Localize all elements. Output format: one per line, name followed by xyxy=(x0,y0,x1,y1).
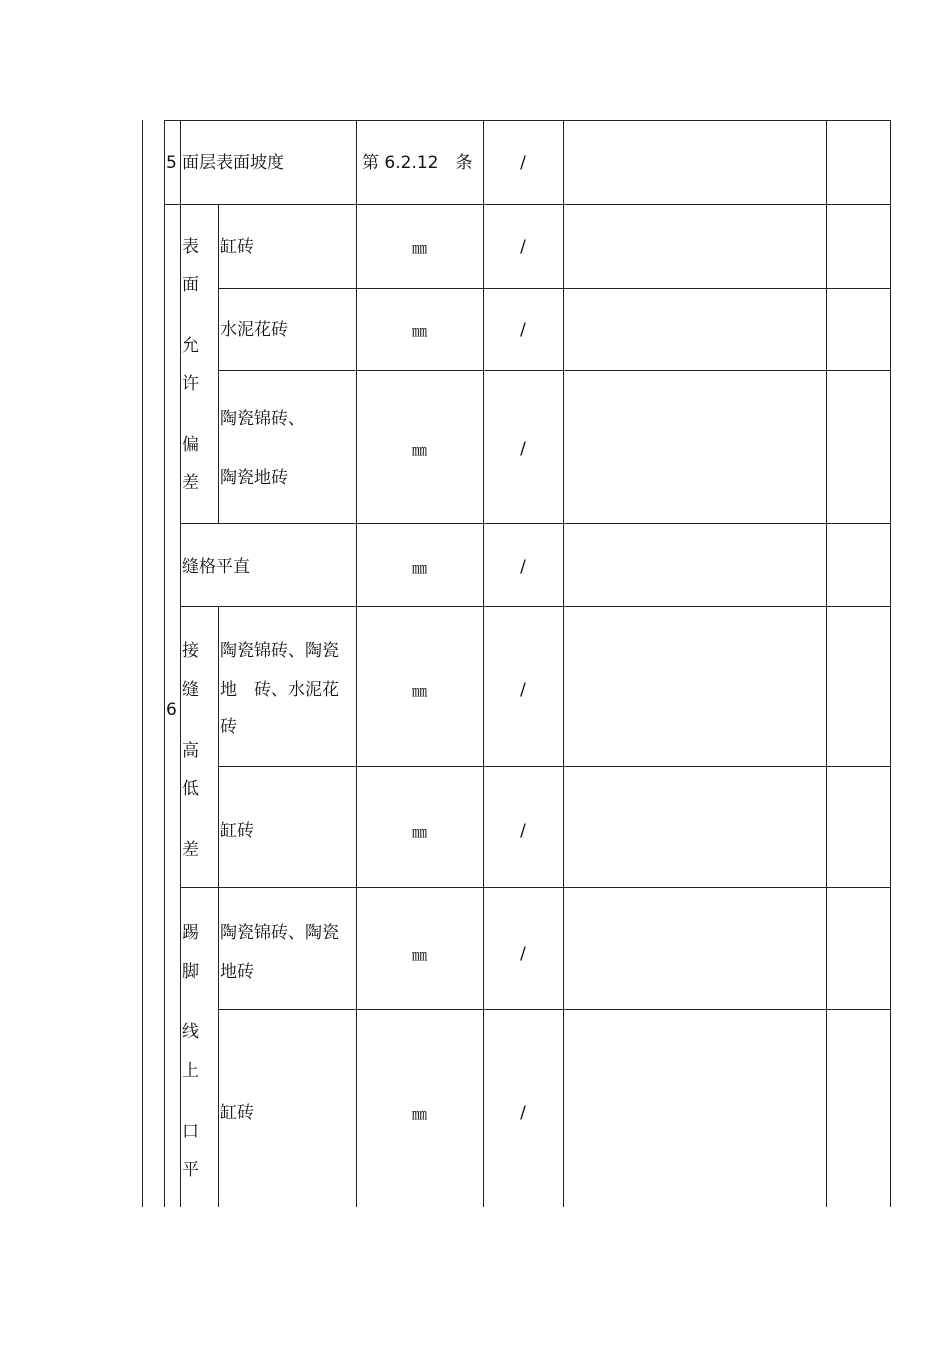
table-border-left-inner xyxy=(164,120,165,1207)
group-label-char: 高 xyxy=(182,741,199,761)
group-label-char: 脚 xyxy=(182,962,199,982)
table-row-divider xyxy=(180,523,891,524)
group-label-char: 接 xyxy=(182,641,199,661)
row-unit: ㎜ xyxy=(411,1105,427,1123)
table-border-sublabel-2 xyxy=(218,606,219,1207)
group-label-char: 上 xyxy=(182,1061,199,1081)
group-label-char: 踢 xyxy=(182,923,199,943)
row-name-line: 地 砖、水泥花 xyxy=(220,680,339,700)
table-row-divider xyxy=(180,887,891,888)
table-border-top xyxy=(164,120,891,121)
row-value: / xyxy=(520,944,526,964)
group-label-char: 差 xyxy=(182,473,199,493)
row-name-line: 陶瓷锦砖、陶瓷 xyxy=(220,923,339,943)
item-value: / xyxy=(520,153,526,173)
row-name-line: 砖 xyxy=(220,717,237,737)
table-border-sublabel xyxy=(218,204,219,524)
group-label-char: 差 xyxy=(182,840,199,860)
table-row-divider xyxy=(180,606,891,607)
row-name: 水泥花砖 xyxy=(220,320,288,340)
group-label-char: 平 xyxy=(182,1160,199,1180)
row-value: / xyxy=(520,1103,526,1123)
row-unit: ㎜ xyxy=(411,322,427,340)
row-unit: ㎜ xyxy=(411,559,427,577)
table-row-divider xyxy=(218,370,891,371)
table-border-number xyxy=(180,120,181,1207)
item-number-6: 6 xyxy=(166,700,177,720)
table-row-divider xyxy=(164,204,891,205)
table-border-result xyxy=(826,120,827,1207)
row-name-line: 陶瓷锦砖、陶瓷 xyxy=(220,641,339,661)
item-number-5: 5 xyxy=(166,153,177,173)
row-name: 缝格平直 xyxy=(182,557,250,577)
row-name: 缸砖 xyxy=(220,237,254,257)
row-unit: ㎜ xyxy=(411,682,427,700)
table-border-value xyxy=(483,120,484,1207)
row-unit: ㎜ xyxy=(411,823,427,841)
table-border-left-outer xyxy=(142,120,143,1207)
row-unit: ㎜ xyxy=(411,441,427,459)
table-border-check xyxy=(563,120,564,1207)
row-name-line: 陶瓷锦砖、 xyxy=(220,409,305,429)
table-border-standard xyxy=(356,120,357,1207)
table-row-divider xyxy=(218,1009,891,1010)
table-row-divider xyxy=(218,766,891,767)
row-name: 缸砖 xyxy=(220,821,254,841)
group-label-char: 表 xyxy=(182,237,199,257)
row-value: / xyxy=(520,320,526,340)
group-label-char: 口 xyxy=(182,1122,199,1142)
row-value: / xyxy=(520,237,526,257)
row-value: / xyxy=(520,821,526,841)
group-label-char: 缝 xyxy=(182,680,199,700)
row-unit: ㎜ xyxy=(411,239,427,257)
group-label-char: 面 xyxy=(182,275,199,295)
row-unit: ㎜ xyxy=(411,946,427,964)
row-name: 缸砖 xyxy=(220,1103,254,1123)
row-value: / xyxy=(520,680,526,700)
group-label-char: 允 xyxy=(182,336,199,356)
row-value: / xyxy=(520,557,526,577)
item-name-slope: 面层表面坡度 xyxy=(182,153,284,173)
table-border-right xyxy=(890,120,891,1207)
group-label-char: 线 xyxy=(182,1022,199,1042)
group-label-char: 许 xyxy=(182,374,199,394)
row-name-line: 地砖 xyxy=(220,962,254,982)
group-label-char: 低 xyxy=(182,779,199,799)
row-name-line: 陶瓷地砖 xyxy=(220,468,288,488)
item-standard: 第 6.2.12 条 xyxy=(362,153,473,173)
row-value: / xyxy=(520,439,526,459)
table-row-divider xyxy=(218,288,891,289)
group-label-char: 偏 xyxy=(182,435,199,455)
